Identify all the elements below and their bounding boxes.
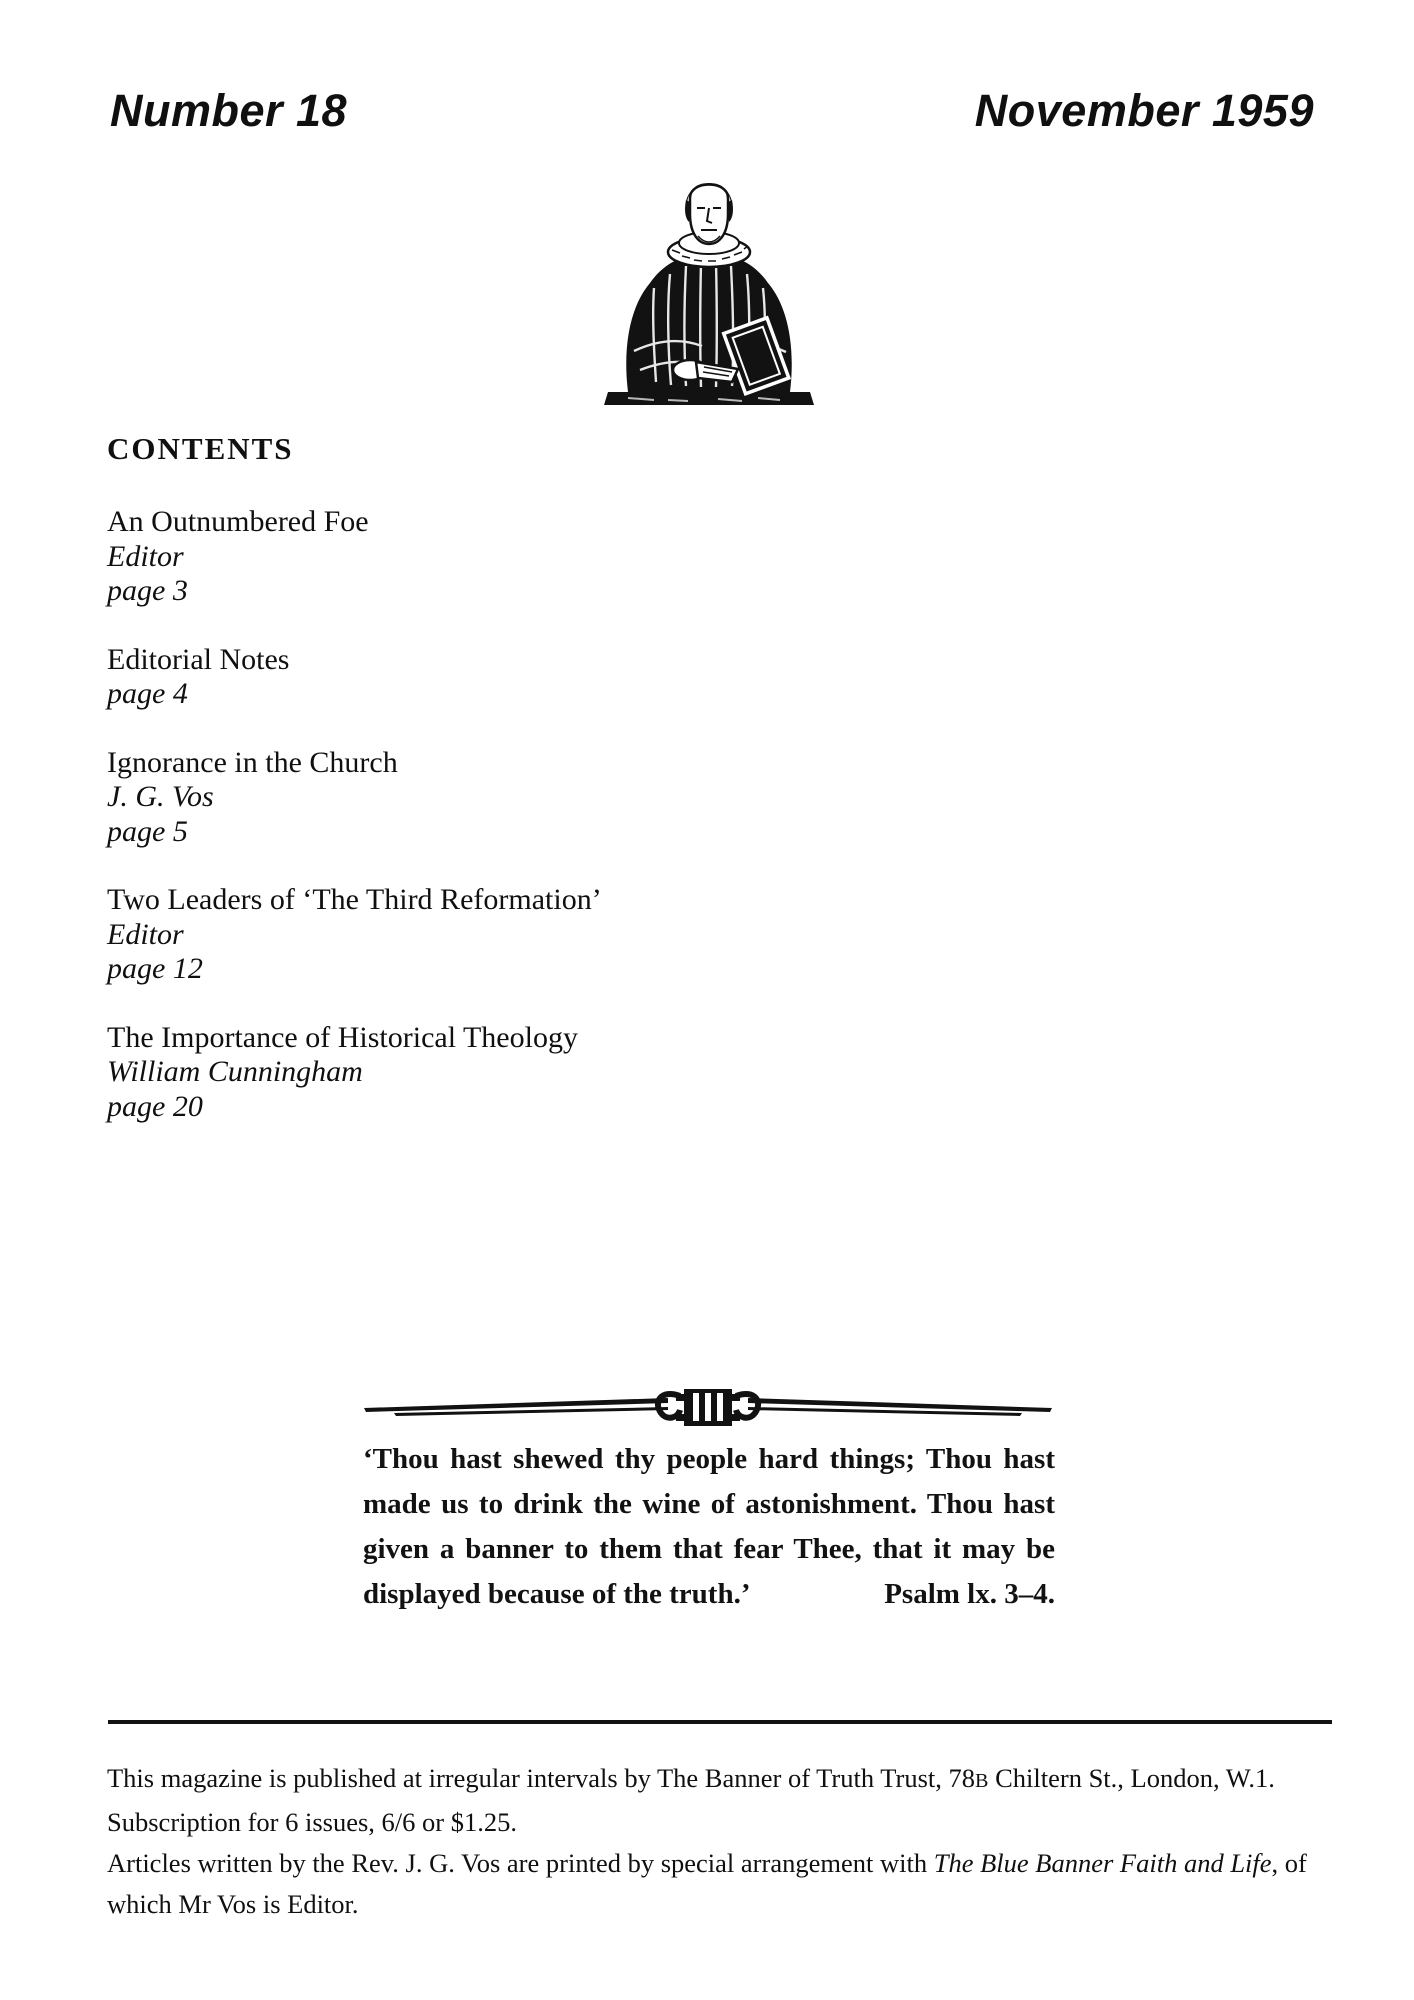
issue-date: November 1959 bbox=[974, 85, 1314, 136]
entry-page: page 20 bbox=[107, 1089, 203, 1123]
imprint-text: This magazine is published at irregular intervals by The Banner of Truth Trust, 78 bbox=[107, 1763, 976, 1793]
scripture-quote bbox=[363, 1437, 1055, 1617]
contents-entry bbox=[107, 1021, 747, 1125]
contents-entry bbox=[107, 505, 747, 609]
quote-line: displayed because of the truth.’ bbox=[363, 1578, 751, 1610]
entry-page: page 4 bbox=[107, 677, 188, 710]
ornamental-divider-icon bbox=[362, 1386, 1054, 1430]
entry-author: William Cunningham bbox=[107, 1055, 363, 1088]
contents-heading: CONTENTS bbox=[107, 431, 294, 466]
entry-title: The Importance of Historical Theology bbox=[107, 1020, 578, 1054]
entry-page: page 12 bbox=[107, 952, 203, 985]
quote-line: made us to drink the wine of astonishment. Thou hast bbox=[363, 1488, 1055, 1520]
imprint-text: which Mr Vos is Editor. bbox=[107, 1889, 359, 1919]
entry-author: Editor bbox=[107, 539, 184, 573]
contents-section bbox=[107, 431, 747, 1124]
entry-author: J. G. Vos bbox=[107, 780, 214, 813]
quote-line: ‘Thou hast shewed thy people hard things; Thou hast bbox=[363, 1443, 1055, 1475]
footer-rule bbox=[108, 1720, 1332, 1724]
imprint-line bbox=[107, 1884, 1347, 1925]
issue-number: Number 18 bbox=[110, 85, 348, 136]
entry-title: Editorial Notes bbox=[107, 642, 290, 676]
quote-line: given a banner to them that fear Thee, that it may be bbox=[363, 1533, 1055, 1565]
imprint-text: The Blue Banner Faith and Life bbox=[933, 1848, 1272, 1878]
quote-last-line bbox=[363, 1572, 1055, 1617]
imprint-text: B bbox=[975, 1770, 989, 1792]
entry-page: page 3 bbox=[107, 574, 188, 607]
imprint bbox=[107, 1758, 1347, 1925]
contents-entry bbox=[107, 883, 747, 987]
imprint-text: Chiltern St., London, W.1. bbox=[988, 1763, 1275, 1793]
entry-page: page 5 bbox=[107, 814, 188, 848]
entry-title: Two Leaders of ‘The Third Reformation’ bbox=[107, 883, 602, 916]
contents-list bbox=[107, 505, 747, 1124]
imprint-text: Subscription for 6 issues, 6/6 or $1.25. bbox=[107, 1807, 517, 1837]
masthead bbox=[110, 86, 1314, 136]
contents-entry bbox=[107, 643, 747, 712]
entry-title: Ignorance in the Church bbox=[107, 745, 398, 779]
imprint-line bbox=[107, 1843, 1347, 1884]
quote-reference: Psalm lx. 3–4. bbox=[884, 1578, 1055, 1610]
imprint-text: , of bbox=[1271, 1848, 1307, 1878]
contents-entry bbox=[107, 746, 747, 850]
entry-title: An Outnumbered Foe bbox=[107, 505, 369, 538]
imprint-text: Articles written by the Rev. J. G. Vos are printed by special arrangement with bbox=[107, 1848, 934, 1878]
puritan-woodcut-illustration bbox=[598, 156, 820, 408]
entry-author: Editor bbox=[107, 917, 184, 951]
imprint-line bbox=[107, 1758, 1347, 1802]
imprint-line bbox=[107, 1802, 1347, 1843]
